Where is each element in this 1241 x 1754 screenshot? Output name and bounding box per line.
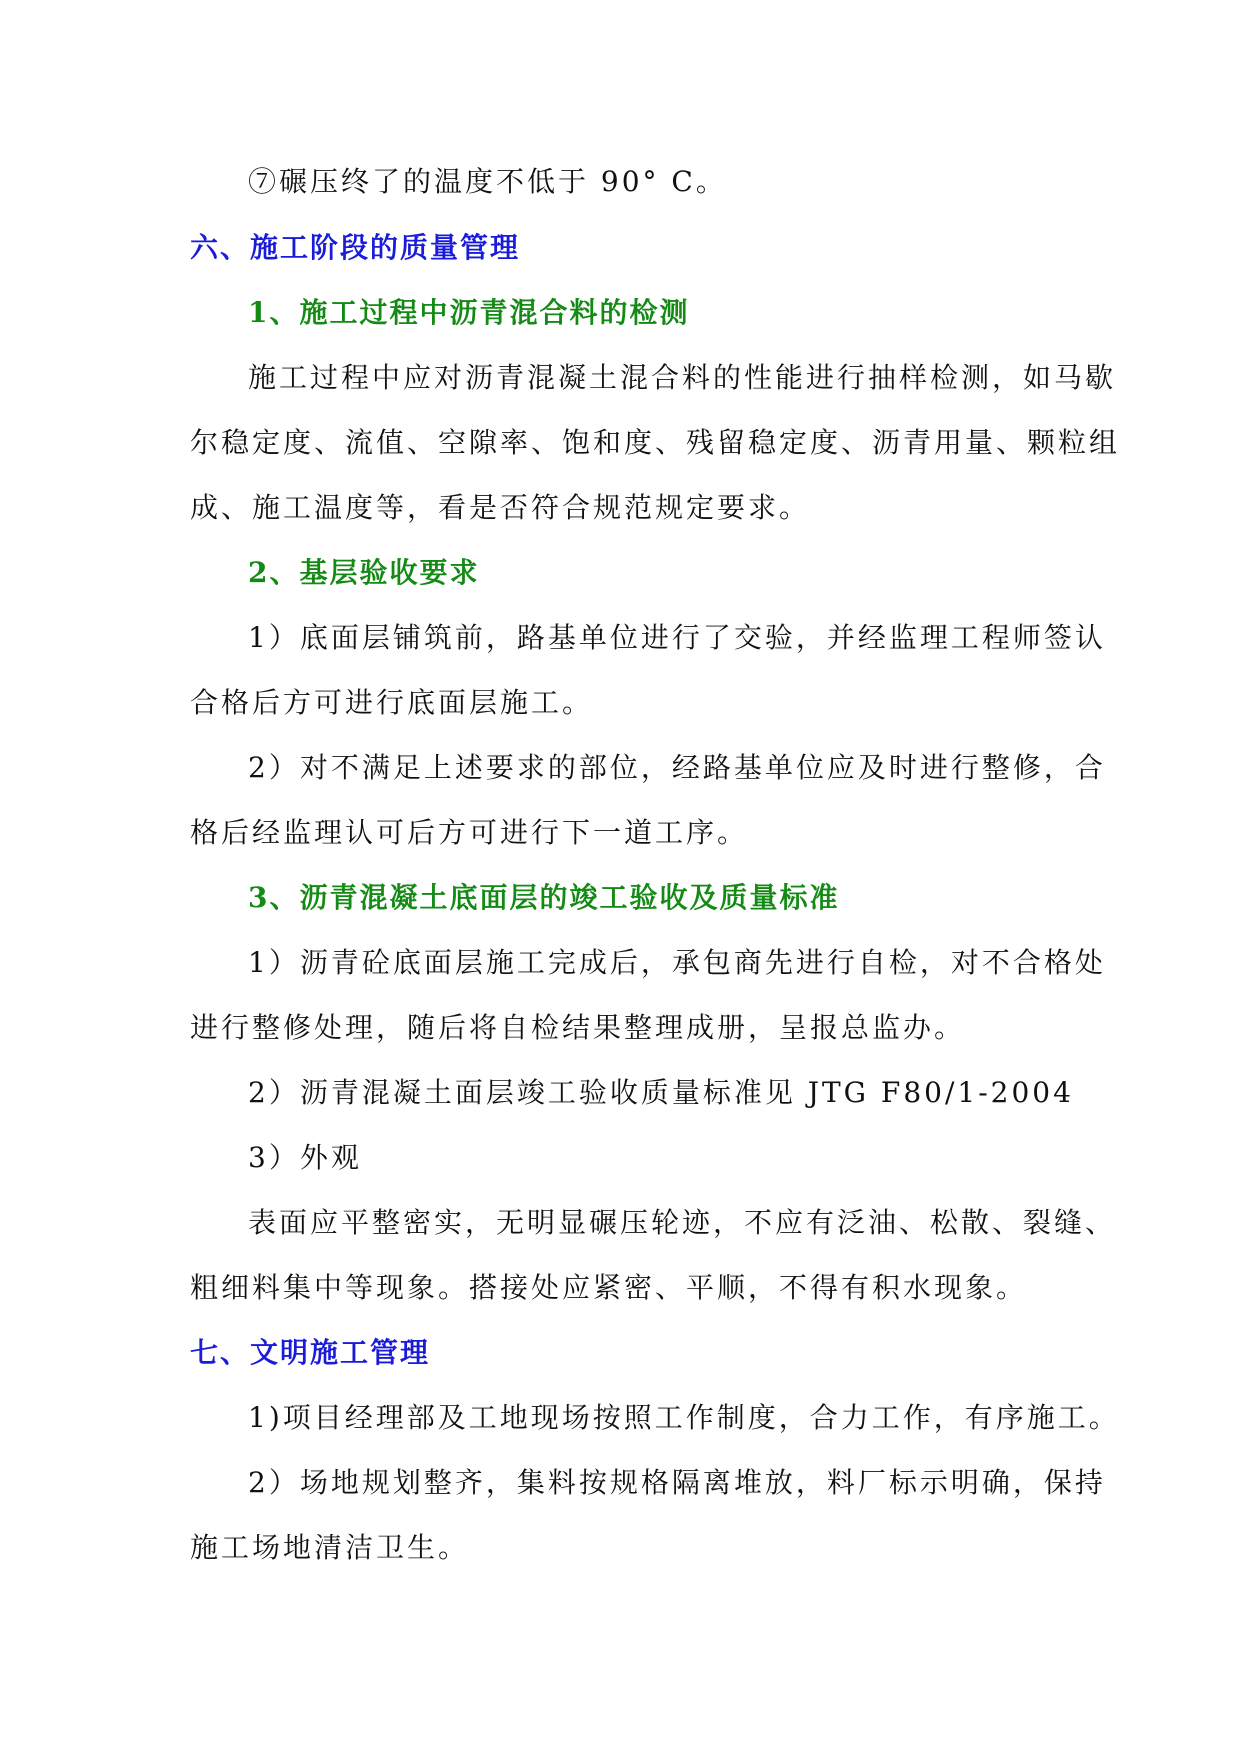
paragraph-line: 粗细料集中等现象。搭接处应紧密、平顺，不得有积水现象。 (190, 1271, 1028, 1304)
paragraph-line: 2）对不满足上述要求的部位，经路基单位应及时进行整修，合 (248, 751, 1106, 784)
paragraph-line: 尔稳定度、流值、空隙率、饱和度、残留稳定度、沥青用量、颗粒组 (190, 426, 1121, 459)
paragraph-line: ⑦碾压终了的温度不低于 90° C。 (248, 165, 727, 198)
sub-heading-3: 3、沥青混凝土底面层的竣工验收及质量标准 (248, 881, 840, 914)
sub-heading-1: 1、施工过程中沥青混合料的检测 (248, 296, 690, 329)
paragraph-line: 格后经监理认可后方可进行下一道工序。 (190, 816, 749, 849)
paragraph-line: 1）沥青砼底面层施工完成后，承包商先进行自检，对不合格处 (248, 946, 1106, 979)
sub-heading-2: 2、基层验收要求 (248, 556, 480, 589)
paragraph-line: 1）底面层铺筑前，路基单位进行了交验，并经监理工程师签认 (248, 621, 1106, 654)
paragraph-line: 表面应平整密实，无明显碾压轮迹，不应有泛油、松散、裂缝、 (248, 1206, 1117, 1239)
paragraph-line: 施工过程中应对沥青混凝土混合料的性能进行抽样检测，如马歇 (248, 361, 1117, 394)
paragraph-line: 2）场地规划整齐，集料按规格隔离堆放，料厂标示明确，保持 (248, 1466, 1106, 1499)
section-heading-7: 七、文明施工管理 (190, 1336, 431, 1369)
paragraph-line: 施工场地清洁卫生。 (190, 1531, 470, 1564)
paragraph-line: 进行整修处理，随后将自检结果整理成册，呈报总监办。 (190, 1011, 966, 1044)
paragraph-line: 合格后方可进行底面层施工。 (190, 686, 594, 719)
paragraph-line: 3）外观 (248, 1141, 362, 1174)
paragraph-line: 1)项目经理部及工地现场按照工作制度，合力工作，有序施工。 (248, 1401, 1120, 1434)
paragraph-line: 2）沥青混凝土面层竣工验收质量标准见 JTG F80/1-2004 (248, 1076, 1074, 1109)
paragraph-line: 成、施工温度等，看是否符合规范规定要求。 (190, 491, 811, 524)
section-heading-6: 六、施工阶段的质量管理 (190, 231, 521, 264)
